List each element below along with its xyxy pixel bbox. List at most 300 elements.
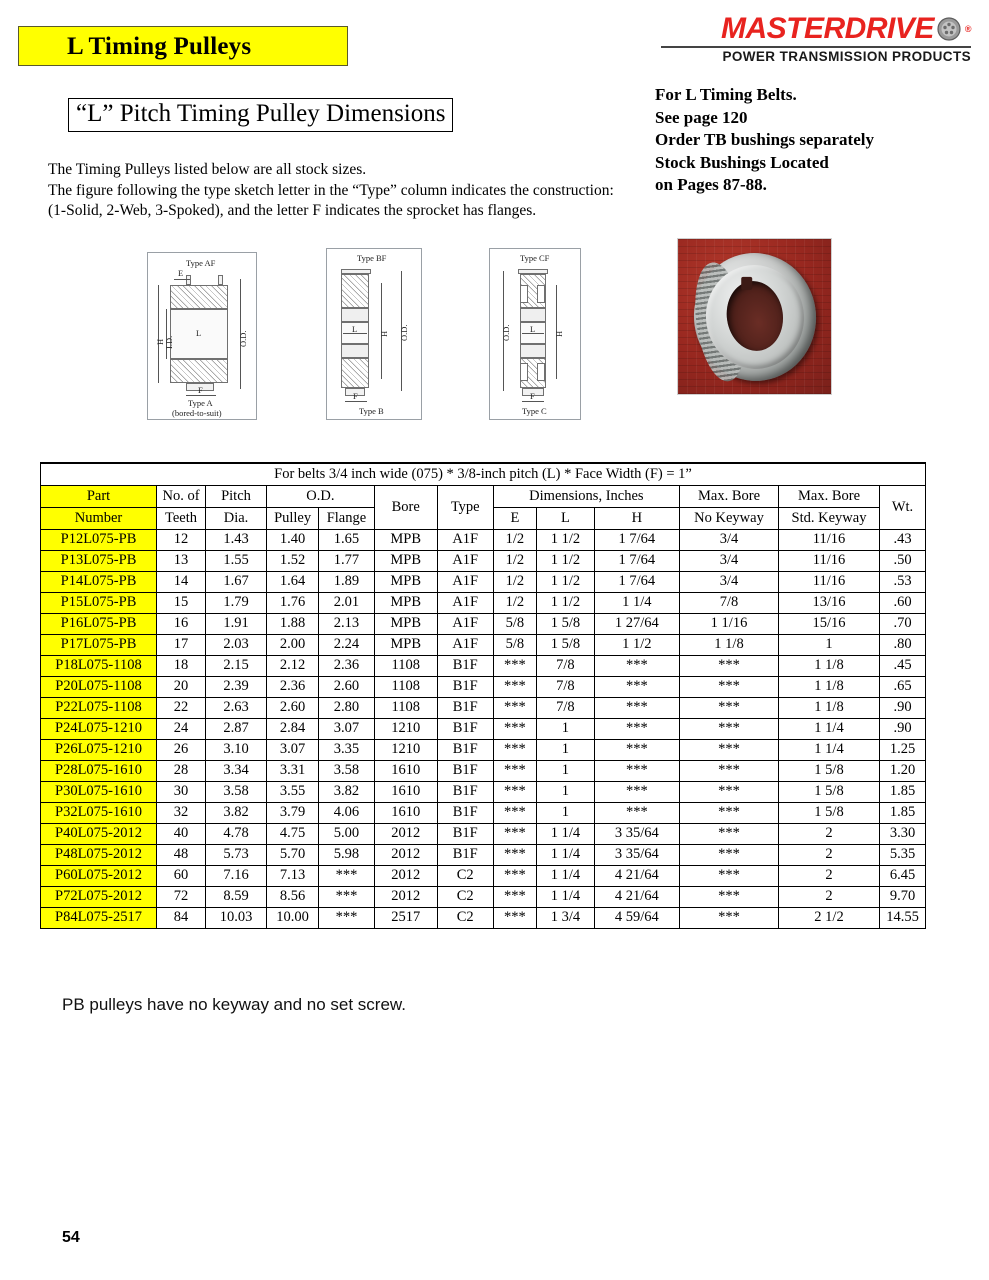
cell-max-nokey: 1 1/16 [680,614,779,635]
cell-h: 1 7/64 [594,551,679,572]
cell-h: 4 21/64 [594,866,679,887]
cell-teeth: 13 [157,551,206,572]
diagram-cf-top-label: Type CF [520,253,550,263]
cell-teeth: 12 [157,530,206,551]
table-row [41,845,926,866]
cell-pitch: 8.59 [206,887,267,908]
af-dim-e-line [174,279,190,280]
header-od-group: O.D. [267,486,375,508]
cell-max-stdkey: 1 1/4 [779,740,880,761]
cell-od-pulley: 1.88 [267,614,319,635]
cell-e: *** [493,803,536,824]
af-body-top [170,285,228,309]
cell-teeth: 60 [157,866,206,887]
cell-od-pulley: 10.00 [267,908,319,929]
cell-max-stdkey: 1 5/8 [779,761,880,782]
cell-part-number: P60L075-2012 [41,866,157,887]
cell-e: 1/2 [493,572,536,593]
table-row [41,866,926,887]
cell-max-nokey: 7/8 [680,593,779,614]
cell-pitch: 3.58 [206,782,267,803]
cell-teeth: 30 [157,782,206,803]
cell-pitch: 3.34 [206,761,267,782]
cell-bore: 1108 [374,677,437,698]
header-teeth-line1: No. of [157,486,206,508]
cell-part-number: P48L075-2012 [41,845,157,866]
af-label-f: F [198,385,203,395]
note-line-5: on Pages 87-88. [655,175,767,195]
photo-pulley-keyway [741,277,752,290]
cell-bore: 1610 [374,761,437,782]
table-row [41,572,926,593]
cell-e: 5/8 [493,614,536,635]
cell-h: *** [594,803,679,824]
cell-od-flange: 2.13 [319,614,375,635]
cell-od-flange: *** [319,887,375,908]
cell-max-stdkey: 1 1/8 [779,698,880,719]
cell-od-flange: 2.36 [319,656,375,677]
cell-bore: MPB [374,635,437,656]
cell-pitch: 3.82 [206,803,267,824]
cf-spoke-gap-bot [520,363,528,381]
cell-od-pulley: 2.60 [267,698,319,719]
header-part-number-line1: Part [41,486,157,508]
cell-teeth: 14 [157,572,206,593]
cell-max-stdkey: 11/16 [779,572,880,593]
cell-pitch: 4.78 [206,824,267,845]
cell-max-nokey: *** [680,803,779,824]
cell-od-flange: 3.35 [319,740,375,761]
cell-e: *** [493,887,536,908]
cell-wt: .80 [880,635,926,656]
cell-max-nokey: *** [680,887,779,908]
header-maxbore-nokey-line1: Max. Bore [680,486,779,508]
cell-od-pulley: 2.00 [267,635,319,656]
cell-h: *** [594,782,679,803]
cell-type: B1F [437,845,493,866]
cell-wt: .50 [880,551,926,572]
cell-max-nokey: *** [680,824,779,845]
cell-h: 1 1/2 [594,635,679,656]
cell-pitch: 1.79 [206,593,267,614]
cell-pitch: 1.43 [206,530,267,551]
cell-od-flange: 3.58 [319,761,375,782]
cell-l: 1 1/4 [537,887,595,908]
bf-label-l: L [352,324,358,334]
cell-pitch: 5.73 [206,845,267,866]
intro-line-2: The figure following the type sketch letter in the “Type” column indicates the construction: [48,181,614,199]
cell-wt: 1.20 [880,761,926,782]
cell-wt: .90 [880,698,926,719]
cell-e: *** [493,845,536,866]
cell-bore: 1210 [374,719,437,740]
cell-bore: MPB [374,530,437,551]
cell-l: 1 1/4 [537,866,595,887]
af-label-id: I.D. [164,335,174,349]
bf-label-f: F [353,391,358,401]
diagram-bf-top-label: Type BF [357,253,387,263]
cell-od-flange: 1.65 [319,530,375,551]
cell-part-number: P28L075-1610 [41,761,157,782]
cell-max-stdkey: 1 5/8 [779,803,880,824]
cell-e: *** [493,782,536,803]
table-row [41,677,926,698]
cell-e: 1/2 [493,530,536,551]
cell-teeth: 72 [157,887,206,908]
cell-max-nokey: *** [680,866,779,887]
cf-label-l: L [530,324,536,334]
cell-h: 3 35/64 [594,824,679,845]
cell-type: A1F [437,572,493,593]
cell-wt: .53 [880,572,926,593]
cell-od-flange: 5.98 [319,845,375,866]
header-weight: Wt. [880,486,926,530]
af-dim-f-line [186,395,216,396]
cell-part-number: P14L075-PB [41,572,157,593]
cell-bore: 2012 [374,824,437,845]
cf-dim-f-line [522,401,544,402]
note-line-4: Stock Bushings Located [655,152,829,172]
cell-wt: .43 [880,530,926,551]
cell-part-number: P12L075-PB [41,530,157,551]
cell-type: C2 [437,887,493,908]
cell-wt: 1.25 [880,740,926,761]
cell-bore: MPB [374,572,437,593]
cell-l: 1 1/4 [537,845,595,866]
cf-label-od: O.D. [501,324,511,341]
table-row [41,824,926,845]
cell-part-number: P72L075-2012 [41,887,157,908]
cell-od-pulley: 2.36 [267,677,319,698]
cell-max-nokey: 1 1/8 [680,635,779,656]
diagram-af-top-label: Type AF [186,258,216,268]
bf-web-top [341,308,369,322]
logo-brand-row [661,14,971,44]
af-label-l: L [196,328,202,338]
cell-max-stdkey: 11/16 [779,530,880,551]
cell-od-pulley: 7.13 [267,866,319,887]
cell-max-stdkey: 2 [779,866,880,887]
cell-type: B1F [437,824,493,845]
cell-bore: MPB [374,593,437,614]
table-body [41,530,926,929]
table-row [41,908,926,929]
cell-part-number: P84L075-2517 [41,908,157,929]
cell-part-number: P40L075-2012 [41,824,157,845]
cell-e: *** [493,740,536,761]
cell-l: 1 5/8 [537,614,595,635]
cell-max-stdkey: 11/16 [779,551,880,572]
cell-h: 3 35/64 [594,845,679,866]
cell-max-stdkey: 2 [779,845,880,866]
header-dim-e: E [493,508,536,530]
cf-web-top [520,308,546,322]
table-row [41,614,926,635]
cell-e: *** [493,719,536,740]
cell-od-pulley: 5.70 [267,845,319,866]
cell-wt: .45 [880,656,926,677]
cell-wt: .90 [880,719,926,740]
cell-part-number: P13L075-PB [41,551,157,572]
cell-max-nokey: *** [680,761,779,782]
diagram-af-bottom-label: Type A [188,398,213,408]
cell-h: *** [594,677,679,698]
cell-max-nokey: *** [680,908,779,929]
cell-part-number: P26L075-1210 [41,740,157,761]
diagram-type-cf [489,248,581,420]
cell-od-pulley: 1.76 [267,593,319,614]
cell-max-stdkey: 1 1/8 [779,656,880,677]
cell-od-pulley: 1.64 [267,572,319,593]
cell-wt: .70 [880,614,926,635]
cell-l: 1 [537,740,595,761]
cell-od-flange: 1.77 [319,551,375,572]
cell-max-nokey: *** [680,845,779,866]
table-row [41,887,926,908]
cell-bore: 2012 [374,845,437,866]
cell-type: B1F [437,803,493,824]
header-maxbore-nokey-line2: No Keyway [680,508,779,530]
note-line-1: For L Timing Belts. [655,85,797,104]
table-row [41,782,926,803]
cell-h: *** [594,719,679,740]
cell-l: 1 1/4 [537,824,595,845]
section-subtitle: “L” Pitch Timing Pulley Dimensions [68,98,453,132]
cell-e: *** [493,656,536,677]
cf-label-h: H [554,330,564,337]
cell-bore: 1610 [374,782,437,803]
table-row [41,593,926,614]
af-dim-h-line [158,285,159,383]
cell-teeth: 32 [157,803,206,824]
cell-max-stdkey: 13/16 [779,593,880,614]
header-teeth-line2: Teeth [157,508,206,530]
table-row [41,698,926,719]
cell-bore: 2012 [374,887,437,908]
table-row [41,635,926,656]
cell-part-number: P30L075-1610 [41,782,157,803]
cell-teeth: 17 [157,635,206,656]
intro-line-3: (1-Solid, 2-Web, 3-Spoked), and the letter F indicates the sprocket has flanges. [48,202,537,220]
diagram-cf-bottom-label: Type C [522,406,547,416]
cell-max-stdkey: 1 [779,635,880,656]
bf-label-h: H [379,330,389,337]
bf-label-od: O.D. [399,324,409,341]
cf-web-bottom [520,344,546,358]
cell-part-number: P15L075-PB [41,593,157,614]
cell-h: 1 1/4 [594,593,679,614]
note-line-2: See page 120 [655,107,748,127]
cell-od-flange: 4.06 [319,803,375,824]
cell-wt: 1.85 [880,803,926,824]
masterdrive-logo [661,14,971,65]
cell-type: C2 [437,866,493,887]
note-line-3: Order TB bushings separately [655,130,874,150]
af-flange-left [186,275,191,285]
cell-bore: 1108 [374,656,437,677]
cell-od-pulley: 1.40 [267,530,319,551]
header-part-number-line2: Number [41,508,157,530]
diagram-bf-bottom-label: Type B [359,406,384,416]
cell-part-number: P17L075-PB [41,635,157,656]
page-number: 54 [62,1229,80,1246]
cf-spoke-gap-top [520,285,528,303]
table-row [41,803,926,824]
cell-max-stdkey: 2 [779,824,880,845]
cf-spoke-gap-top2 [537,285,545,303]
cell-od-pulley: 3.79 [267,803,319,824]
cell-pitch: 2.87 [206,719,267,740]
page-title: L Timing Pulleys [67,32,252,60]
table-row [41,530,926,551]
table-row [41,551,926,572]
cell-type: A1F [437,530,493,551]
cell-max-stdkey: 15/16 [779,614,880,635]
cell-e: 1/2 [493,551,536,572]
cell-l: 1 1/2 [537,530,595,551]
header-pitch-line1: Pitch [206,486,267,508]
header-dim-h: H [594,508,679,530]
cell-teeth: 18 [157,656,206,677]
cell-h: 4 59/64 [594,908,679,929]
cell-pitch: 3.10 [206,740,267,761]
cell-wt: 14.55 [880,908,926,929]
cell-teeth: 26 [157,740,206,761]
bf-body-top [341,274,369,308]
footer-note: PB pulleys have no keyway and no set screw. [62,995,406,1014]
cell-type: A1F [437,593,493,614]
cell-part-number: P20L075-1108 [41,677,157,698]
cell-od-pulley: 4.75 [267,824,319,845]
cell-l: 7/8 [537,698,595,719]
cell-pitch: 2.63 [206,698,267,719]
cf-label-f: F [530,391,535,401]
cell-e: *** [493,677,536,698]
cell-e: 1/2 [493,593,536,614]
product-photo [677,238,832,395]
cell-max-stdkey: 2 1/2 [779,908,880,929]
cell-part-number: P22L075-1108 [41,698,157,719]
cell-teeth: 40 [157,824,206,845]
gear-icon [936,16,962,42]
cell-teeth: 48 [157,845,206,866]
cell-pitch: 10.03 [206,908,267,929]
cell-bore: MPB [374,551,437,572]
cell-l: 1 [537,803,595,824]
cell-wt: .60 [880,593,926,614]
table-row [41,656,926,677]
cell-pitch: 7.16 [206,866,267,887]
cell-teeth: 20 [157,677,206,698]
intro-line-1: The Timing Pulleys listed below are all stock sizes. [48,161,367,178]
cell-teeth: 24 [157,719,206,740]
cell-max-stdkey: 1 1/8 [779,677,880,698]
cell-od-flange: 2.01 [319,593,375,614]
cell-e: *** [493,866,536,887]
cell-max-nokey: 3/4 [680,530,779,551]
cell-pitch: 1.91 [206,614,267,635]
header-dim-l: L [537,508,595,530]
cell-wt: 5.35 [880,845,926,866]
table-row [41,761,926,782]
af-body-bottom [170,359,228,383]
cell-type: A1F [437,635,493,656]
cell-type: B1F [437,782,493,803]
cell-wt: 9.70 [880,887,926,908]
cell-max-stdkey: 1 1/4 [779,719,880,740]
cell-l: 1 1/2 [537,551,595,572]
logo-divider [661,46,971,48]
cell-l: 1 5/8 [537,635,595,656]
cell-bore: 1210 [374,740,437,761]
cell-h: 4 21/64 [594,887,679,908]
header-dimensions-group: Dimensions, Inches [493,486,679,508]
cell-type: A1F [437,551,493,572]
cell-type: B1F [437,740,493,761]
cell-bore: MPB [374,614,437,635]
header-bore: Bore [374,486,437,530]
cell-bore: 1108 [374,698,437,719]
cell-max-stdkey: 1 5/8 [779,782,880,803]
header-type: Type [437,486,493,530]
header-maxbore-stdkey-line2: Std. Keyway [779,508,880,530]
af-dim-id-line [166,309,167,359]
cell-type: B1F [437,698,493,719]
cell-od-flange: *** [319,908,375,929]
table-header-row-1 [41,486,926,508]
cell-pitch: 2.15 [206,656,267,677]
cell-max-nokey: *** [680,782,779,803]
cell-teeth: 84 [157,908,206,929]
cell-pitch: 2.03 [206,635,267,656]
cell-od-pulley: 8.56 [267,887,319,908]
cell-l: 1 3/4 [537,908,595,929]
cell-e: *** [493,698,536,719]
cell-od-pulley: 3.07 [267,740,319,761]
intro-paragraph [48,160,648,222]
table-caption-row [41,463,926,486]
cell-teeth: 15 [157,593,206,614]
cell-od-pulley: 2.84 [267,719,319,740]
cell-pitch: 2.39 [206,677,267,698]
diagram-type-af [147,252,257,420]
cell-type: B1F [437,761,493,782]
cell-h: 1 7/64 [594,572,679,593]
logo-brand-text: MASTERDRIVE [721,12,934,45]
cell-e: *** [493,908,536,929]
cell-teeth: 28 [157,761,206,782]
af-flange-right [218,275,223,285]
registered-mark: ® [964,23,971,34]
cell-l: 1 [537,719,595,740]
cell-max-nokey: *** [680,656,779,677]
cell-h: *** [594,740,679,761]
cell-max-nokey: *** [680,677,779,698]
logo-tagline: POWER TRANSMISSION PRODUCTS [722,49,971,64]
cell-part-number: P18L075-1108 [41,656,157,677]
pulley-dimensions-table [40,462,926,929]
cell-max-stdkey: 2 [779,887,880,908]
cf-spoke-gap-bot2 [537,363,545,381]
cell-part-number: P16L075-PB [41,614,157,635]
cell-wt: 1.85 [880,782,926,803]
cell-l: 1 1/2 [537,572,595,593]
cell-h: *** [594,761,679,782]
af-label-e: E [178,268,184,278]
cell-wt: .65 [880,677,926,698]
header-maxbore-stdkey-line1: Max. Bore [779,486,880,508]
bf-body-bottom [341,358,369,388]
